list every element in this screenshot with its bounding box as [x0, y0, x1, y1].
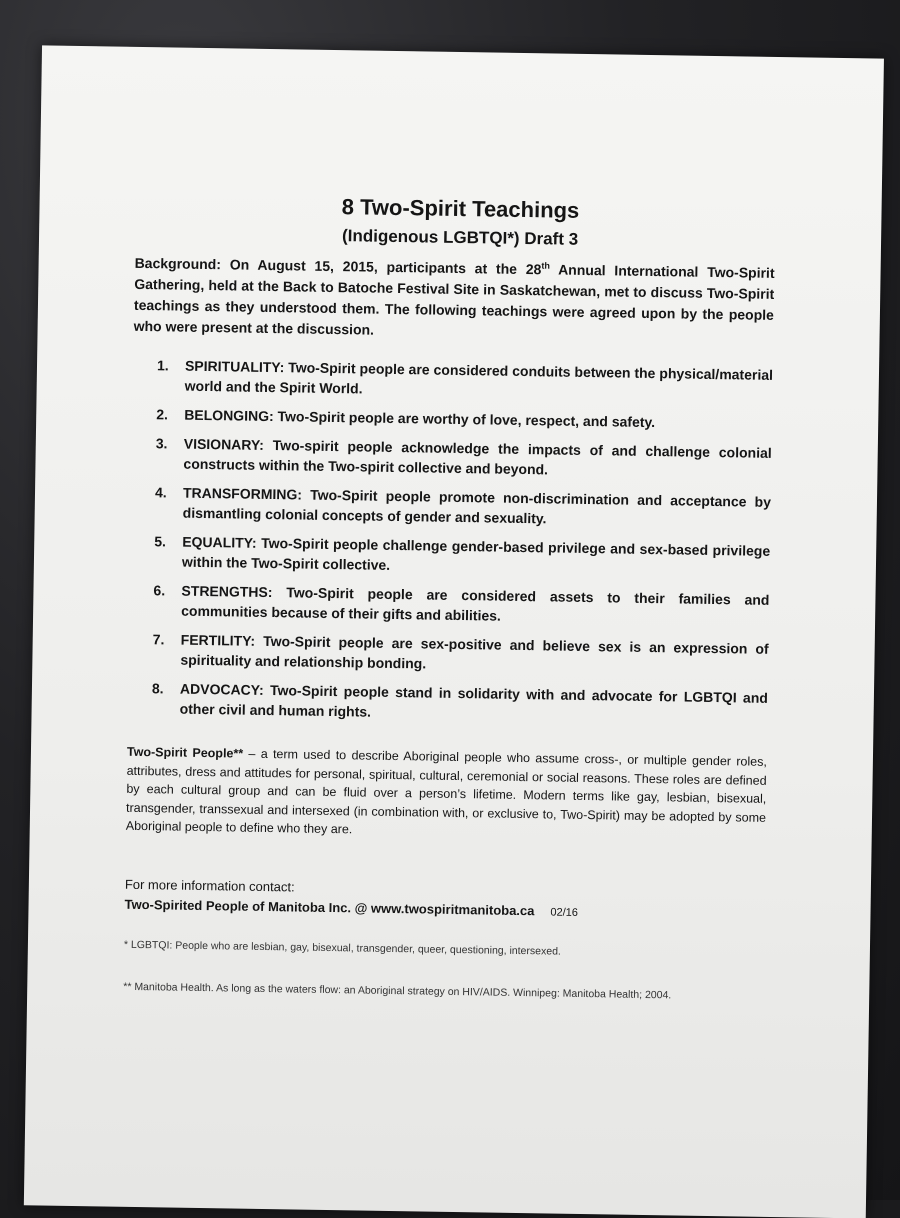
- teaching-text: TRANSFORMING: Two-Spirit people promote non-discrimination and acceptance by dismantling colonial concepts of gender and sexuality.: [182, 484, 772, 527]
- footnote-citation: ** Manitoba Health. As long as the waters flow: an Aboriginal strategy on HIV/AIDS. Winnipeg: Manitoba Health; 2004.: [123, 980, 672, 1002]
- contact-line: [124, 897, 684, 921]
- teaching-text: EQUALITY: Two-Spirit people challenge gender-based privilege and sex-based privilege within the Two-Spirit collective.: [181, 533, 771, 573]
- footnote-lgbtqi: * LGBTQI: People who are lesbian, gay, bisexual, transgender, queer, questioning, intersexed.: [123, 938, 561, 958]
- teaching-item: [155, 433, 772, 483]
- teaching-text: STRENGTHS: Two-Spirit people are considered assets to their families and communities because of their gifts and abilities.: [181, 582, 770, 624]
- definition-paragraph: [126, 743, 767, 846]
- teaching-item: [155, 482, 772, 532]
- teaching-item: [156, 404, 772, 434]
- teaching-item: [152, 629, 769, 679]
- teaching-text: SPIRITUALITY: Two-Spirit people are considered conduits between the physical/material world and the Spirit World.: [184, 357, 774, 397]
- definition-term: Two-Spirit People**: [126, 744, 244, 761]
- teaching-number: 1.: [156, 357, 169, 374]
- teaching-item: [157, 355, 774, 405]
- teaching-number: 3.: [155, 435, 168, 452]
- teaching-number: 7.: [152, 631, 165, 648]
- teaching-item: [154, 531, 771, 581]
- teaching-number: 2.: [156, 406, 169, 423]
- page-subtitle: (Indigenous LGBTQI*) Draft 3: [341, 226, 579, 249]
- teaching-item: [151, 678, 768, 728]
- teaching-number: 4.: [154, 484, 167, 501]
- teaching-number: 8.: [151, 680, 164, 697]
- teaching-text: FERTILITY: Two-Spirit people are sex-positive and believe sex is an expression of spirituality and relationship bonding.: [180, 631, 769, 672]
- background-paragraph: [133, 253, 774, 347]
- ordinal-suffix: th: [541, 260, 550, 271]
- printed-page: [24, 45, 884, 1218]
- background-text-end: Annual International Two-Spirit Gathering, held at the Back to Batoche Festival Site in Saskatchewan, met to discuss Two-Spirit teachings as they understood them. The following teachings were agreed upon by the people who were present at the discussion.: [133, 261, 775, 338]
- teaching-item: [153, 580, 770, 630]
- contact-organization: Two-Spirited People of Manitoba Inc. @ www.twospiritmanitoba.ca: [124, 896, 535, 919]
- document-date: 02/16: [550, 906, 579, 919]
- background-text-start: Background: On August 15, 2015, participants at the 28: [134, 254, 542, 278]
- page-title: 8 Two-Spirit Teachings: [341, 194, 580, 223]
- teaching-text: VISIONARY: Two-spirit people acknowledge the impacts of and challenge colonial constructs within the Two-spirit collective and beyond.: [183, 435, 772, 478]
- teaching-text: BELONGING: Two-Spirit people are worthy of love, respect, and safety.: [184, 406, 656, 431]
- teaching-number: 6.: [153, 582, 166, 599]
- teaching-text: ADVOCACY: Two-Spirit people stand in solidarity with and advocate for LGBTQI and other civil and human rights.: [179, 680, 769, 720]
- teachings-list: [151, 355, 773, 737]
- contact-label: For more information contact:: [124, 876, 295, 895]
- teaching-number: 5.: [154, 533, 167, 550]
- definition-text: – a term used to describe Aboriginal people who assume cross-, or multiple gender roles, attributes, dress and attitudes for personal, spiritual, cultural, ceremonial or social reasons. These roles are defined by each cultural group and can be fluid over a person’s lifetime. Modern terms like gay, lesbian, bisexual, transgender, transsexual and intersexed (in combination with, or exclusive to, Two-Spirit) may be adopted by some Aboriginal people to define who they are.: [125, 746, 767, 837]
